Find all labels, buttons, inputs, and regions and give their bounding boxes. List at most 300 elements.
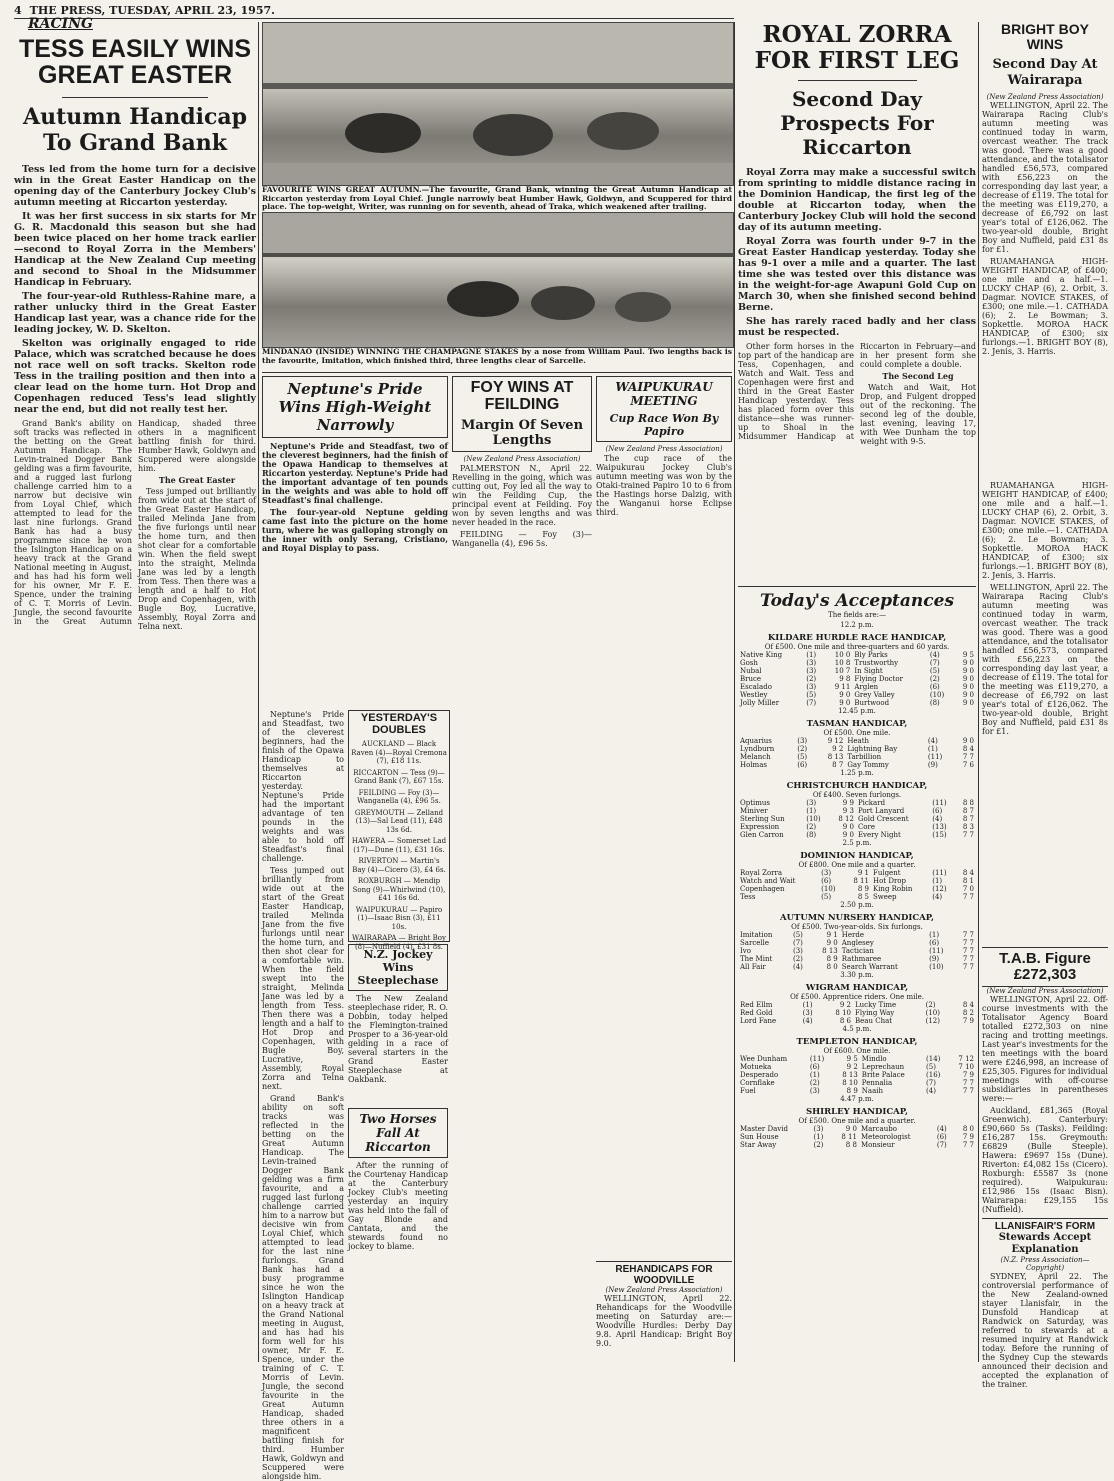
race-field-cell: 9 0 xyxy=(842,823,854,831)
race-field-table xyxy=(738,1055,976,1095)
race-field-row xyxy=(738,807,976,815)
tess-article xyxy=(14,36,256,1361)
race-field-cell: 8 4 xyxy=(962,869,974,877)
race-field-cell: (11) xyxy=(927,753,943,761)
race-field-table xyxy=(738,799,976,839)
race-field-cell: 9 0 xyxy=(845,1125,857,1133)
race-field-cell: 7 9 xyxy=(962,1133,974,1141)
race-field-cell: 8 7 xyxy=(962,815,974,823)
race-field-cell: Trustworthy xyxy=(854,659,899,667)
race-field-cell: Monsieur xyxy=(860,1141,895,1149)
race-field-cell: (3) xyxy=(797,737,808,745)
horses-body: After the running of the Courtenay Handicap at the Canterbury Jockey Club's meeting yesterday an inquiry was held into the fall of Gay Blonde and Cantata, and the stewards found no jockey to blame. xyxy=(348,1161,448,1251)
doubles-headline: YESTERDAY'S DOUBLES xyxy=(360,712,438,736)
tess-lead-4: Skelton was originally engaged to ride Palace, which was scratched because he does not race well on soft tracks. Skelton rode Tess in the trailing position and then into a clear lead on the home turn. Hot Drop and Copenhagen reduced Tess's lead slightly near the end, but did not really test her. xyxy=(14,337,256,415)
race-field-cell: Flying Way xyxy=(855,1009,895,1017)
double-item: AUCKLAND — Black Raven (4)—Royal Cremona (7), £18 11s. xyxy=(351,740,447,766)
race-field-cell: (3) xyxy=(802,1009,813,1017)
race-field-cell: (4) xyxy=(927,737,938,745)
race-field-cell: 8 7 xyxy=(832,761,844,769)
waipukurau-body: The cup race of the Waipukurau Jockey Club's autumn meeting was won by the Otaki-trained Papiro 10 to 6 from the Hastings horse Dalzig, with the Wanganui horse Eclipse third. xyxy=(596,454,732,517)
race-field-cell: Melanch xyxy=(740,753,771,761)
race-field-cell: Gosh xyxy=(740,659,758,667)
race-field-cell: (5) xyxy=(926,1063,936,1071)
zorra-lead-2: Royal Zorra was fourth under 9-7 in the Great Easter Handicap yesterday. Today she has 9-1 over a mile and a quarter. The last time she was tested over this distance was in the weight-for-age Awapuni Gold Cup on March 30, when she finished second behind Berne. xyxy=(738,236,976,313)
race-field-cell: 9 2 xyxy=(846,1063,858,1071)
race-field-cell: Sterling Sun xyxy=(740,815,785,823)
race-field-row xyxy=(738,877,976,885)
race-field-cell: (1) xyxy=(802,1001,813,1009)
race-field-cell: (14) xyxy=(926,1055,941,1063)
foy-headline: FOY WINS AT FEILDING xyxy=(470,379,574,413)
race-field-cell: 9 0 xyxy=(839,691,851,699)
race-field-table xyxy=(738,1125,976,1149)
race-name: AUTUMN NURSERY HANDICAP, xyxy=(780,913,934,923)
race-field-cell: Miniver xyxy=(740,807,768,815)
race-field-cell: Herde xyxy=(841,931,864,939)
race-field-cell: Tess xyxy=(740,893,756,901)
race-field-cell: Brite Palace xyxy=(861,1071,905,1079)
race-description: Of £400. Seven furlongs. xyxy=(812,791,902,799)
race-time: 1.25 p.m. xyxy=(840,769,874,777)
tess-lead-3: The four-year-old Ruthless-Rahine mare, a rather unlucky third in the Great Easter Handicap last year, was a chance ride for the leading jockey, W. D. Skelton. xyxy=(14,290,256,335)
acceptance-race xyxy=(738,901,976,971)
race-field-cell: 8 0 xyxy=(962,1125,974,1133)
foy-subhead: Margin Of Seven Lengths xyxy=(460,417,584,448)
race-field-cell: 9 0 xyxy=(962,675,974,683)
race-description: Of £500. One mile and a quarter. xyxy=(798,1117,916,1125)
race-field-row xyxy=(738,737,976,745)
waipukurau-headline: WAIPUKURAU MEETING xyxy=(615,380,713,408)
race-field-cell: Fulgent xyxy=(872,869,901,877)
race-field-cell: 8 13 xyxy=(827,753,844,761)
race-time: 4.5 p.m. xyxy=(842,1025,872,1033)
race-field-cell: Native King xyxy=(740,651,783,659)
double-item: FEILDING — Foy (3)—Wanganella (4), £96 5s. xyxy=(357,788,441,806)
race-field-cell: In Sight xyxy=(854,667,883,675)
race-field-cell: Tarbillion xyxy=(847,753,882,761)
llanisfair-credit: (N.Z. Press Association—Copyright) xyxy=(1000,1256,1090,1273)
race-field-cell: Glen Carron xyxy=(740,831,784,839)
race-field-cell: Heath xyxy=(847,737,870,745)
race-field-cell: 9 0 xyxy=(962,667,974,675)
race-field-cell: (6) xyxy=(797,761,808,769)
race-field-cell: 8 5 xyxy=(857,893,869,901)
race-field-cell: (6) xyxy=(936,1133,947,1141)
tess-body-more-2: Grand Bank's ability on soft tracks was reflected in the betting on the Great Autumn Handicap. The Levin-trained Dogger Bank gelding was a firm favourite, and a rugged last furlong challenge carried him to a narrow but decisive win from Loyal Chief, which attempted to lead for the last nine furlongs. Grand Bank has had a busy programme since he won the Islington Handicap on a heavy track at the Grand National meeting in August, and has had his form well for his owner, Mr F. E. Spence, under the training of C. T. Morris of Levin. Jungle, the second favourite in the Great Autumn Handicap, shaded three others in a magnificent battling finish for third. Humber Hawk, Goldwyn and Scuppered were alongside him. xyxy=(262,1094,344,1481)
race-field-cell: Fuel xyxy=(740,1087,756,1095)
race-field-cell: 9 0 xyxy=(962,691,974,699)
race-field-cell: Lightning Bay xyxy=(847,745,898,753)
race-field-cell: (7) xyxy=(926,1079,936,1087)
foy-credit: (New Zealand Press Association) xyxy=(463,454,581,463)
race-name: KILDARE HURDLE RACE HANDICAP, xyxy=(767,633,947,643)
race-field-cell: Westley xyxy=(740,691,768,699)
race-description: Of £800. One mile and a quarter. xyxy=(798,861,916,869)
foy-body-repeat: FEILDING — Foy (3)—Wanganella (4), £96 5s. xyxy=(452,529,592,548)
race-description: Of £500. One mile and three-quarters and 60 yards. xyxy=(764,643,950,651)
race-field-cell: 10 8 xyxy=(834,659,851,667)
race-field-cell: Expression xyxy=(740,823,780,831)
neptune-body-2: The four-year-old Neptune gelding came fast into the picture on the home turn, where he was galloping strongly on the inner with only Serang, Cristiano, and Royal Display to pass. xyxy=(262,507,448,553)
race-time: 12.2 p.m. xyxy=(840,621,874,629)
race-name: TEMPLETON HANDICAP, xyxy=(796,1037,918,1047)
race-field-cell: 9 0 xyxy=(826,939,838,947)
race-field-cell: 9 3 xyxy=(842,807,854,815)
doubles-box xyxy=(348,710,450,951)
race-field-cell: Marcaubo xyxy=(860,1125,897,1133)
race-field-cell: 7 10 xyxy=(958,1063,974,1071)
race-field-cell: (5) xyxy=(806,691,817,699)
race-description: Of £500. Two-year-olds. Six furlongs. xyxy=(791,923,923,931)
race-field-row xyxy=(738,683,976,691)
race-field-cell: (3) xyxy=(806,667,817,675)
race-field-cell: 8 8 xyxy=(845,1141,857,1149)
race-field-cell: 8 0 xyxy=(826,963,838,971)
acceptance-race xyxy=(738,1095,976,1149)
double-item: WAIPUKURAU — Papiro (1)—Isaac Bisn (3), £11 10s. xyxy=(355,905,443,931)
race-field-cell: 7 7 xyxy=(962,893,974,901)
race-field-cell: (6) xyxy=(932,807,943,815)
race-field-cell: (4) xyxy=(932,815,943,823)
brightboy-results-more: RUAMAHANGA HIGH-WEIGHT HANDICAP, of £400; one mile and a half.—1. LUCKY CHAP (6), 2. Orbit, 3. Dagmar. NOVICE STAKES, of £300; one mile.—1. CATHADA (6); 2. Le Bowman; 3. Sopkettle. MOROA HACK HANDICAP, of £300; six furlongs.—1. BRIGHT BOY (8), 2. Jenis, 3. Harris. xyxy=(982,481,1108,581)
race-field-table xyxy=(738,737,976,769)
race-field-cell: Grey Valley xyxy=(854,691,895,699)
race-field-cell: 9 0 xyxy=(839,699,851,707)
race-field-row xyxy=(738,939,976,947)
race-description: Of £500. One mile. xyxy=(823,729,891,737)
race-field-cell: (1) xyxy=(932,877,943,885)
zorra-subhead: Second Day Prospects For Riccarton xyxy=(780,87,934,159)
race-field-row xyxy=(738,931,976,939)
race-field-cell: 8 10 xyxy=(835,1009,852,1017)
race-field-cell: 7 0 xyxy=(962,885,974,893)
rehandicaps-body: WELLINGTON, April 22. Rehandicaps for the Woodville meeting on Saturday are:— Woodville Hurdles: Derby Day 9.8. April Handicap: Bright Boy 9.0. xyxy=(596,1294,732,1348)
race-field-cell: Sarcelle xyxy=(740,939,769,947)
race-field-cell: (10) xyxy=(929,691,945,699)
race-field-cell: (3) xyxy=(806,683,817,691)
race-field-cell: Wee Dunham xyxy=(740,1055,788,1063)
race-field-cell: Mindlo xyxy=(861,1055,887,1063)
race-field-cell: (10) xyxy=(929,963,944,971)
race-field-cell: 9 11 xyxy=(834,683,851,691)
race-field-cell: 8 13 xyxy=(842,1071,858,1079)
tess-body-more: Tess jumped out brilliantly from wide out at the start of the Great Easter Handicap, trailed Melinda Jane from the five furlongs until near the home turn, and then shot clear for a comfortable win. When the field swept into the straight, Melinda Jane was led by a length from Tess. Then there was a length and a half to Hot Drop and Copenhagen, with Bugle Boy, Lucrative, Assembly, Royal Zorra and Telna next. xyxy=(262,866,344,1091)
race-field-cell: (4) xyxy=(929,651,940,659)
race-field-cell: (3) xyxy=(806,799,817,807)
double-item: GREYMOUTH — Zelland (13)—Sal Lead (11), £48 13s 6d. xyxy=(354,808,444,834)
race-field-cell: Copenhagen xyxy=(740,885,785,893)
race-field-cell: (3) xyxy=(809,1087,820,1095)
race-field-cell: Pennalia xyxy=(861,1079,893,1087)
race-field-row xyxy=(738,955,976,963)
race-field-cell: (7) xyxy=(792,939,803,947)
masthead xyxy=(14,4,734,19)
neptune-headline: Neptune's Pride Wins High-Weight Narrowly xyxy=(278,380,432,434)
double-item: HAWERA — Somerset Lad (17)—Dune (11), £31 16s. xyxy=(351,837,447,854)
race-field-cell: Red Ellm xyxy=(740,1001,773,1009)
race-field-cell: Rathmaree xyxy=(841,955,882,963)
waipukurau-credit: (New Zealand Press Association) xyxy=(605,445,723,453)
race-field-cell: 8 11 xyxy=(853,877,869,885)
race-field-row xyxy=(738,761,976,769)
race-field-cell: 9 12 xyxy=(827,737,844,745)
race-results-column xyxy=(262,710,344,1481)
brightboy-headline: BRIGHT BOY WINS xyxy=(1001,21,1089,52)
race-field-cell: 7 7 xyxy=(962,947,974,955)
acceptance-race xyxy=(738,1025,976,1095)
race-field-cell: 7 7 xyxy=(962,753,974,761)
jockey-article xyxy=(348,944,448,1104)
race-field-cell: (9) xyxy=(927,761,938,769)
race-field-cell: 7 7 xyxy=(962,831,974,839)
race-time: 4.47 p.m. xyxy=(840,1095,874,1103)
race-field-cell: (6) xyxy=(809,1063,820,1071)
race-field-cell: 7 12 xyxy=(958,1055,974,1063)
acceptances xyxy=(738,586,976,1149)
race-field-cell: 8 1 xyxy=(962,877,974,885)
race-field-row xyxy=(738,1071,976,1079)
acceptance-race xyxy=(738,839,976,901)
race-field-cell: 7 7 xyxy=(962,1141,974,1149)
acceptances-headline: Today's Acceptances xyxy=(759,591,955,611)
race-field-cell: (3) xyxy=(792,947,803,955)
race-field-cell: Every Night xyxy=(857,831,901,839)
paper-dateline: THE PRESS, TUESDAY, APRIL 23, 1957. xyxy=(29,4,275,17)
race-field-cell: 7 7 xyxy=(962,931,974,939)
race-field-cell: 9 1 xyxy=(826,931,838,939)
race-field-cell: Burtwood xyxy=(854,699,890,707)
race-field-cell: 8 2 xyxy=(962,1009,974,1017)
race-field-cell: (3) xyxy=(813,1125,824,1133)
foy-article xyxy=(452,376,592,1361)
race-field-cell: Optimus xyxy=(740,799,771,807)
tess-body-2: Tess jumped out brilliantly from wide out at the start of the Great Easter Handicap, trailed Melinda Jane from the five furlongs until near the home turn, and then shot clear for a comfortable win. When the field swept into the straight, Melinda Jane was led by a length from Tess. Then there was a length and a half to Hot Drop and Copenhagen, with Bugle Boy, Lucrative, Assembly, Royal Zorra and Telna next. xyxy=(138,486,256,631)
race-field-row xyxy=(738,963,976,971)
race-time: 2.5 p.m. xyxy=(842,839,872,847)
race-field-row xyxy=(738,675,976,683)
llanisfair-headline: LLANISFAIR'S FORM xyxy=(994,1220,1096,1232)
section-label: RACING xyxy=(28,16,93,32)
race-field-cell: (1) xyxy=(929,931,940,939)
race-field-cell: 9 2 xyxy=(839,1001,852,1009)
race-field-cell: Arglen xyxy=(854,683,879,691)
race-field-cell: 9 0 xyxy=(962,737,974,745)
race-field-row xyxy=(738,1001,976,1009)
race-field-cell: 8 7 xyxy=(962,807,974,815)
race-field-cell: Royal Zorra xyxy=(740,869,783,877)
race-field-cell: (2) xyxy=(806,823,817,831)
race-field-cell: (3) xyxy=(821,869,832,877)
llanisfair-body: SYDNEY, April 22. The controversial performance of the New Zealand-owned stayer Llanisfair, in the Dunsfold Handicap at Randwick on Saturday, was referred to stewards at a resumed inquiry at Randwick today. Before the running of the Sydney Cup the stewards announced their decision and accepted the explanation of the trainer. xyxy=(982,1272,1108,1390)
page-number: 4 xyxy=(14,4,22,17)
race-field-cell: 8 9 xyxy=(857,885,869,893)
brightboy-results: RUAMAHANGA HIGH-WEIGHT HANDICAP, of £400; one mile and a half.—1. LUCKY CHAP (6), 2. Orbit, 3. Dagmar. NOVICE STAKES, of £300; one mile.—1. CATHADA (6); 2. Le Bowman; 3. Sopkettle. MOROA HACK HANDICAP, of £300; six furlongs.—1. BRIGHT BOY (8), 2. Jenis, 3. Harris. xyxy=(982,257,1108,357)
race-field-row xyxy=(738,1009,976,1017)
race-field-row xyxy=(738,691,976,699)
race-field-cell: 9 1 xyxy=(857,869,869,877)
race-field-cell: Star Away xyxy=(740,1141,777,1149)
race-field-cell: (1) xyxy=(927,745,938,753)
race-field-cell: 9 0 xyxy=(962,659,974,667)
race-field-cell: Bly Parks xyxy=(854,651,888,659)
race-time: 3.30 p.m. xyxy=(840,971,874,979)
race-field-cell: 9 0 xyxy=(842,831,854,839)
race-field-cell: 8 9 xyxy=(846,1087,858,1095)
race-field-row xyxy=(738,1063,976,1071)
acceptances-races xyxy=(738,621,976,1149)
race-field-cell: Gold Crescent xyxy=(857,815,909,823)
double-item: RICCARTON — Tess (9)—Grand Bank (7), £67 15s. xyxy=(353,768,445,786)
race-field-cell: 8 4 xyxy=(962,1001,974,1009)
race-field-cell: (6) xyxy=(929,939,940,947)
race-name: WIGRAM HANDICAP, xyxy=(805,983,909,993)
race-field-cell: Imitation xyxy=(740,931,773,939)
race-field-row xyxy=(738,885,976,893)
race-field-table xyxy=(738,651,976,707)
race-field-cell: (11) xyxy=(809,1055,825,1063)
race-field-cell: (9) xyxy=(929,955,940,963)
race-name: SHIRLEY HANDICAP, xyxy=(805,1107,909,1117)
race-field-cell: (6) xyxy=(821,877,832,885)
race-field-cell: (2) xyxy=(797,745,808,753)
race-field-cell: Bruce xyxy=(740,675,762,683)
zorra-article xyxy=(738,22,976,1362)
race-field-cell: Sun House xyxy=(740,1133,779,1141)
race-field-cell: (1) xyxy=(806,651,817,659)
tess-body: Grand Bank's ability on soft tracks was reflected in the betting on the Great Autumn Handicap. The Levin-trained Dogger Bank gelding was a firm favourite, and a rugged last furlong challenge carried him to a narrow but decisive win from Loyal Chief, which attempted to lead for the last nine furlongs. Grand Bank has had a busy programme since he won the Islington Handicap on a heavy track at the Grand National meeting in August, and has had his form well for his owner, Mr F. E. Spence, under the training of C. T. Morris of Levin. Jungle, the second favourite in the Great Autumn Handicap, shaded three others in a magnificent battling finish for third. Humber Hawk, Goldwyn and Scuppered were alongside him. xyxy=(14,418,256,626)
race-field-cell: (4) xyxy=(802,1017,813,1025)
tess-lead-1: Tess led from the home turn for a decisive win in the Great Easter Handicap on the opening day of the Canterbury Jockey Club's autumn meeting at Riccarton yesterday. xyxy=(14,163,256,208)
brightboy-body: WELLINGTON, April 22. The Wairarapa Racing Club's autumn meeting was continued today in warm, overcast weather. The track was good. There was a good attendance, and the totalisator handled £56,573, compared with £56,223 on the corresponding day last year, a decrease of £119. The total for the meeting was £119,270, a decrease of £6,792 on last year's total of £126,062. The two-year-old double, Bright Boy and Nuffield, paid £31 8s for £1. xyxy=(982,101,1108,255)
race-field-cell: Lord Fane xyxy=(740,1017,777,1025)
race-field-cell: (8) xyxy=(806,831,817,839)
race-field-row xyxy=(738,1133,976,1141)
race-field-cell: (2) xyxy=(792,955,803,963)
race-time: 12.45 p.m. xyxy=(838,707,876,715)
race-field-cell: (2) xyxy=(813,1141,824,1149)
race-field-cell: 8 9 xyxy=(826,955,838,963)
neptune-article xyxy=(262,376,448,706)
race-name: DOMINION HANDICAP, xyxy=(800,851,914,861)
race-field-cell: (3) xyxy=(806,659,817,667)
race-field-cell: (11) xyxy=(932,869,947,877)
race-field-table xyxy=(738,931,976,971)
race-field-cell: Meteorologist xyxy=(860,1133,911,1141)
race-field-cell: All Fair xyxy=(740,963,766,971)
race-field-cell: 9 9 xyxy=(842,799,854,807)
double-item: RIVERTON — Martin's Bay (4)—Cicero (3), £4 6s. xyxy=(352,857,446,874)
race-field-row xyxy=(738,1079,976,1087)
tab-headline: T.A.B. Figure £272,303 xyxy=(999,950,1091,984)
race-field-cell: Nubal xyxy=(740,667,762,675)
race-field-row xyxy=(738,893,976,901)
race-field-cell: Anglesey xyxy=(841,939,874,947)
race-field-row xyxy=(738,799,976,807)
race-name: TASMAN HANDICAP, xyxy=(806,719,908,729)
race-field-cell: 7 7 xyxy=(962,963,974,971)
race-field-cell: (12) xyxy=(925,1017,940,1025)
race-field-cell: Jolly Miller xyxy=(740,699,780,707)
zorra-headline: ROYAL ZORRA FOR FIRST LEG xyxy=(754,21,960,74)
race-field-cell: 7 9 xyxy=(962,1017,974,1025)
jockey-headline: N.Z. Jockey Wins Steeplechase xyxy=(357,948,439,987)
race-description: Of £600. One mile. xyxy=(823,1047,891,1055)
llanisfair-subhead: Stewards Accept Explanation xyxy=(998,1232,1092,1256)
race-field-cell: (15) xyxy=(932,831,947,839)
race-field-cell: (11) xyxy=(929,947,944,955)
jockey-body: The New Zealand steeplechase rider, R. O. Dobbin, today helped the Flemington-trained Prosper to a 36-year-old gelding in a race of several starters in the Grand Easter Steeplechase at Oakbank. xyxy=(348,994,448,1084)
race-field-cell: 8 10 xyxy=(842,1079,858,1087)
race-field-cell: (6) xyxy=(929,683,940,691)
race-field-cell: 9 2 xyxy=(832,745,844,753)
race-field-cell: Gay Tommy xyxy=(847,761,889,769)
race-field-row xyxy=(738,823,976,831)
rehandicaps-credit: (New Zealand Press Association) xyxy=(605,1286,723,1294)
race-field-cell: Port Lanyard xyxy=(857,807,905,815)
race-field-cell: 10 0 xyxy=(834,651,851,659)
zorra-body-2: Watch and Wait, Hot Drop, and Fulgent dropped out of the reckoning. The second leg of the double, last evening, leaving 17, with Wee Dunham the top weight with 9-5. xyxy=(860,383,976,446)
race-field-cell: Sweep xyxy=(872,893,897,901)
race-field-cell: (10) xyxy=(925,1009,940,1017)
race-field-cell: (2) xyxy=(806,675,817,683)
race-field-cell: 7 7 xyxy=(962,1087,974,1095)
tess-subhead: Autumn Handicap To Grand Bank xyxy=(23,103,247,156)
race-field-row xyxy=(738,947,976,955)
race-field-cell: Hot Drop xyxy=(872,877,906,885)
race-field-cell: Beau Chat xyxy=(855,1017,893,1025)
race-field-cell: 9 5 xyxy=(846,1055,858,1063)
acceptance-race xyxy=(738,621,976,707)
race-field-cell: (1) xyxy=(806,807,817,815)
race-field-cell: 8 11 xyxy=(841,1133,857,1141)
race-field-table xyxy=(738,1001,976,1025)
race-field-cell: (4) xyxy=(792,963,803,971)
tab-credit: (New Zealand Press Association) xyxy=(986,986,1104,995)
race-field-cell: Search Warrant xyxy=(841,963,898,971)
race-field-cell: (8) xyxy=(929,699,940,707)
race-field-cell: (2) xyxy=(929,675,940,683)
acceptances-intro: The fields are:— xyxy=(828,611,886,619)
race-field-cell: Holmas xyxy=(740,761,767,769)
race-name: CHRISTCHURCH HANDICAP, xyxy=(786,781,928,791)
race-field-cell: (2) xyxy=(809,1079,820,1087)
tess-headline: TESS EASILY WINS GREAT EASTER xyxy=(18,35,251,90)
tess-lead-2: It was her first success in six starts for Mr G. R. Macdonald this season but she had been twice placed on her home track earlier—second to Royal Zorra in the Members' Handicap at the New Zealand Cup meeting and second to Shoal in the Midsummer Handicap in February. xyxy=(14,210,256,288)
race-field-cell: 8 12 xyxy=(838,815,854,823)
race-field-cell: (10) xyxy=(806,815,821,823)
race-field-cell: 10 7 xyxy=(834,667,851,675)
race-field-row xyxy=(738,831,976,839)
acceptance-race xyxy=(738,707,976,769)
race-field-cell: 9 8 xyxy=(839,675,851,683)
race-field-cell: (11) xyxy=(932,799,947,807)
race-field-cell: The Mint xyxy=(740,955,773,963)
brightboy-credit: (New Zealand Press Association) xyxy=(986,93,1104,102)
race-field-cell: (4) xyxy=(932,893,943,901)
race-field-cell: (1) xyxy=(813,1133,824,1141)
race-field-cell: Naaih xyxy=(861,1087,884,1095)
race-field-cell: Core xyxy=(857,823,875,831)
race-field-row xyxy=(738,1125,976,1133)
race-field-cell: (10) xyxy=(821,885,836,893)
race-field-row xyxy=(738,1087,976,1095)
race-field-cell: Leprechaun xyxy=(861,1063,905,1071)
race-field-cell: Cornflake xyxy=(740,1079,775,1087)
race-description: Of £500. Apprentice riders. One mile. xyxy=(790,993,924,1001)
acceptance-race xyxy=(738,971,976,1025)
race-field-cell: (4) xyxy=(926,1087,936,1095)
